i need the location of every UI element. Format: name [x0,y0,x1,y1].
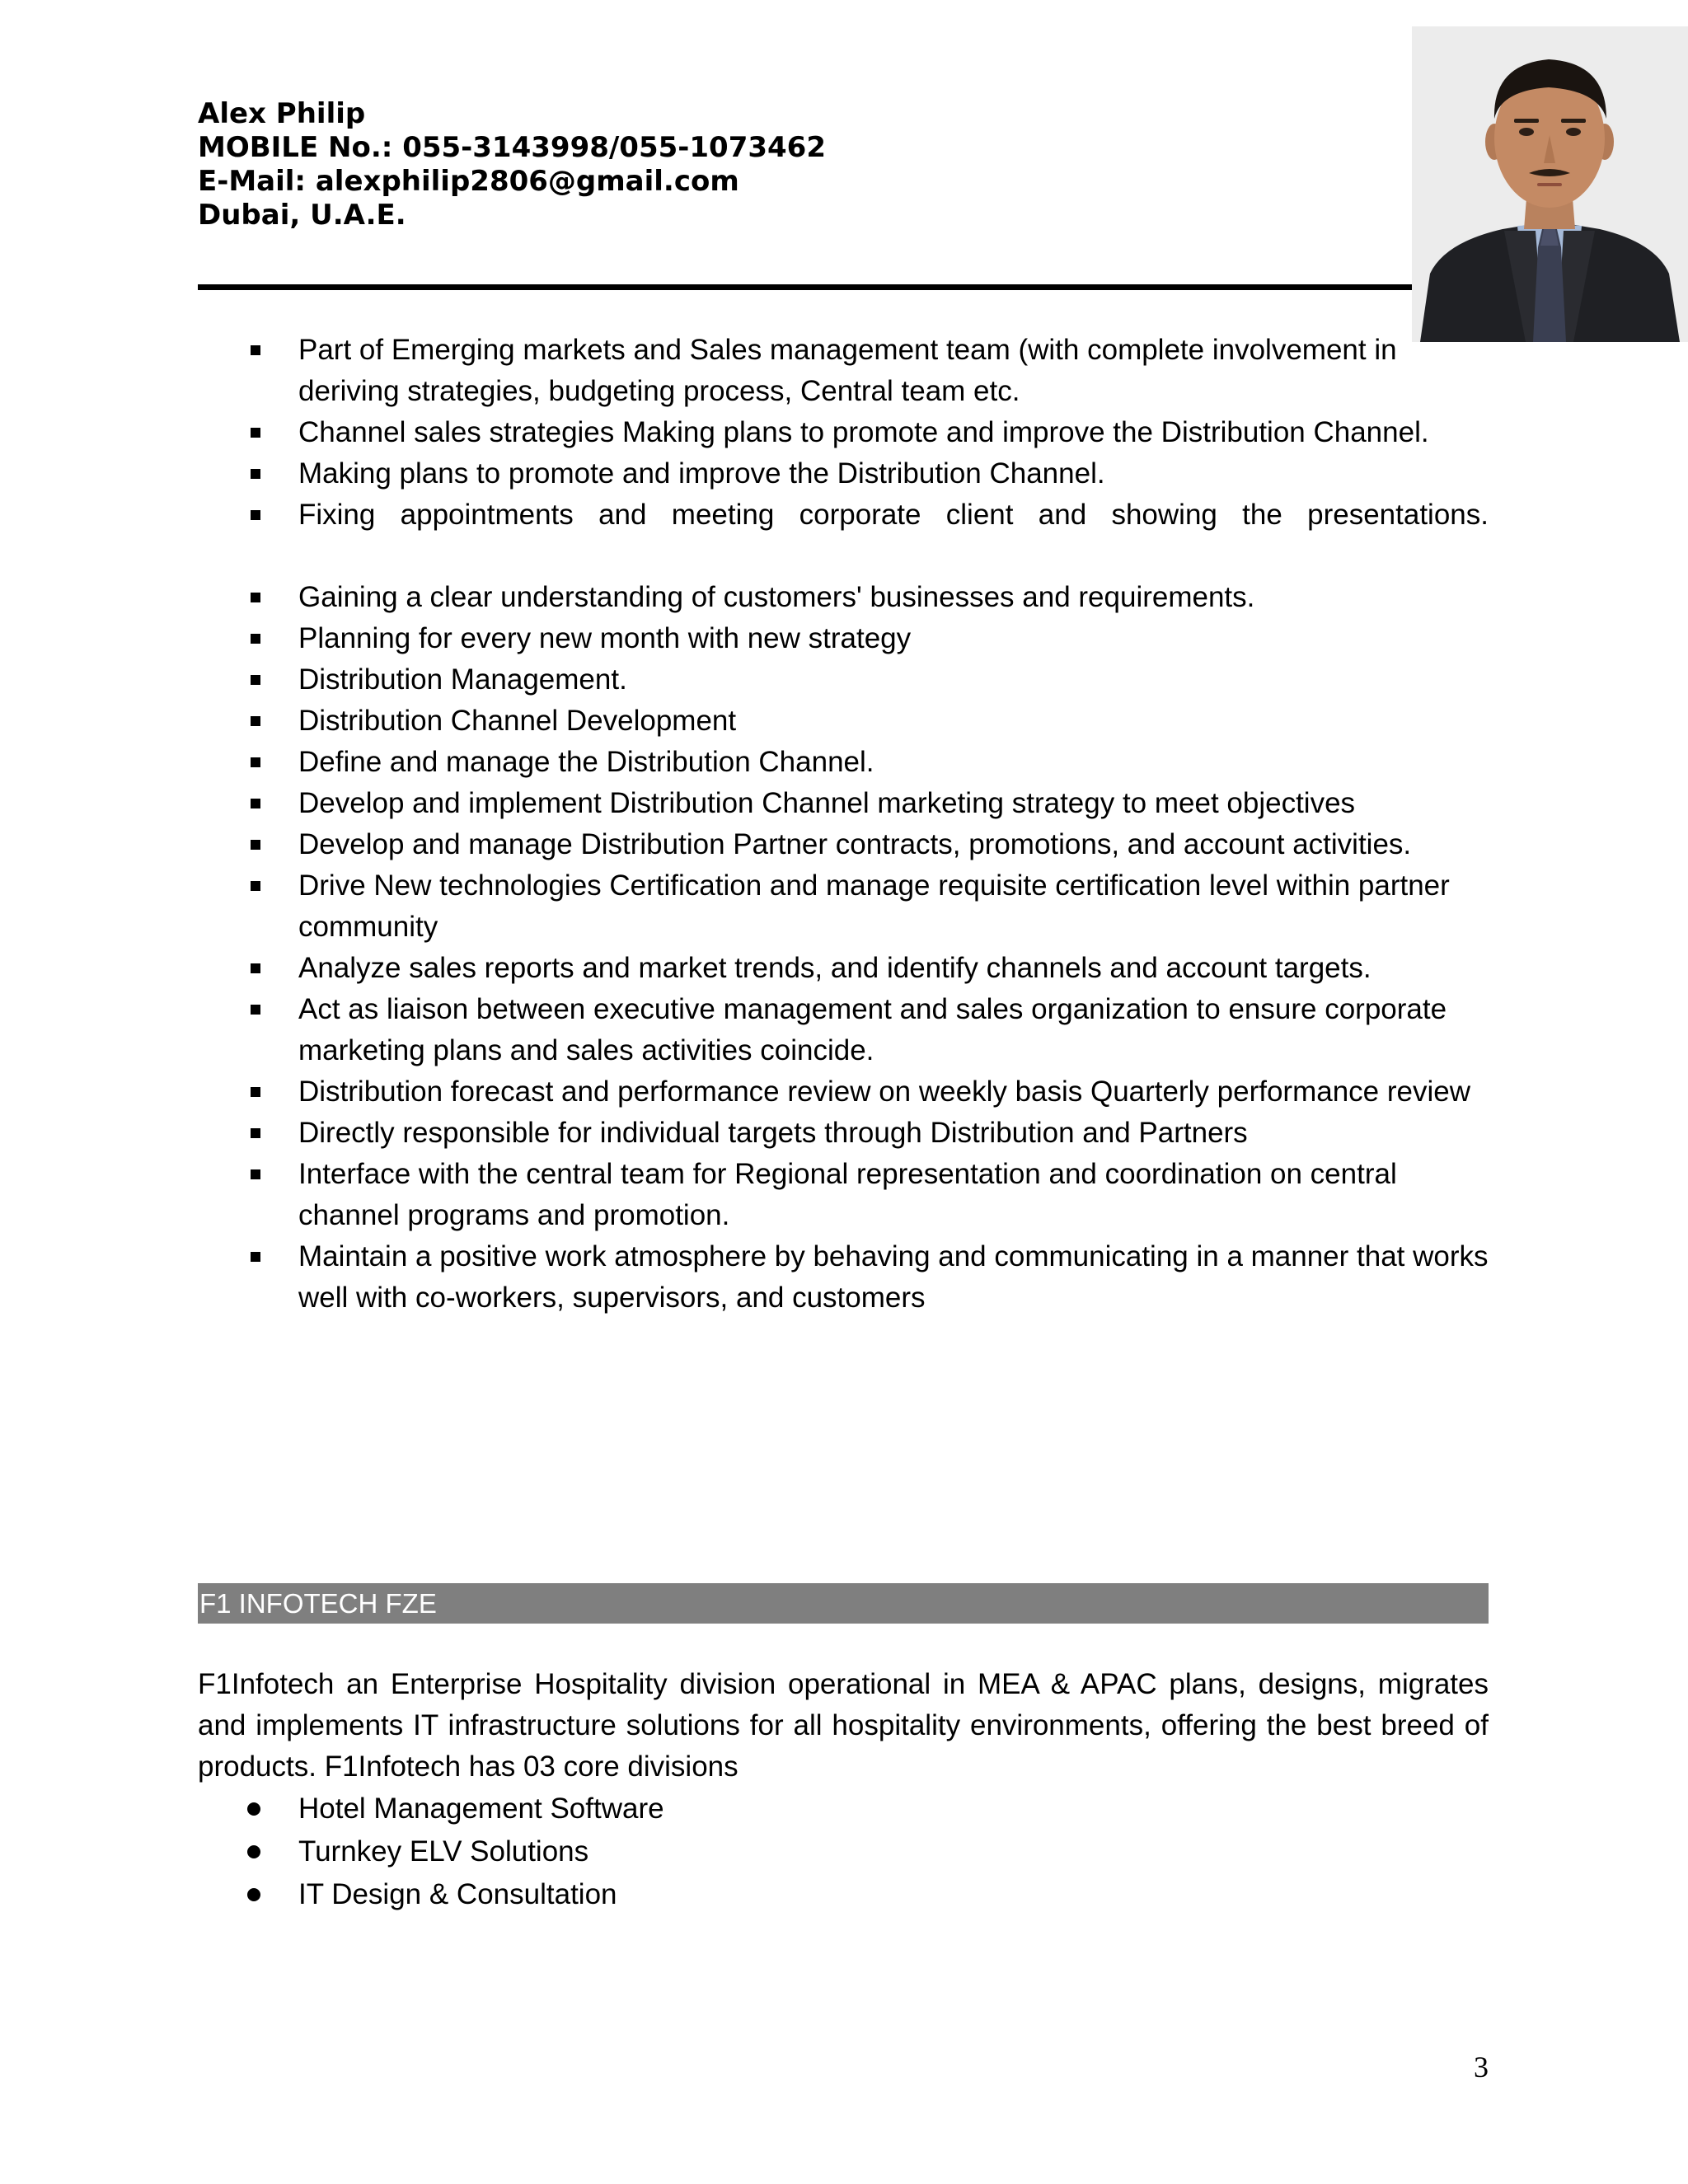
list-item: Interface with the central team for Regional representation and coordination on central channel programs and promotion. [198,1154,1489,1236]
list-item: Making plans to promote and improve the Distribution Channel. [198,453,1489,494]
list-item: Drive New technologies Certification and manage requisite certification level within partner community [198,865,1489,948]
list-item: Planning for every new month with new strategy [198,618,1489,659]
list-item: Develop and implement Distribution Channel marketing strategy to meet objectives [198,783,1489,824]
list-item: Hotel Management Software [198,1788,1489,1830]
square-bullet-icon [251,963,260,973]
square-bullet-icon [251,757,260,767]
square-bullet-icon [251,345,260,355]
list-item: Distribution Management. [198,659,1489,701]
square-bullet-icon [251,1087,260,1097]
square-bullet-icon [251,634,260,644]
square-bullet-icon [251,840,260,850]
square-bullet-icon [251,1252,260,1262]
responsibilities-list [198,330,1489,1319]
list-item: Act as liaison between executive management and sales organization to ensure corporate marketing plans and sales activities coincide. [198,989,1489,1071]
email-address: E-Mail: alexphilip2806@gmail.com [198,165,739,198]
round-bullet-icon [247,1802,260,1816]
list-item: Distribution Channel Development [198,701,1489,742]
mobile-number: MOBILE No.: 055-3143998/055-1073462 [198,131,826,164]
list-item: Part of Emerging markets and Sales management team (with complete involvement in deriving strategies, budgeting process, Central team etc. [198,330,1489,412]
square-bullet-icon [251,593,260,602]
page-number: 3 [1474,2050,1489,2083]
square-bullet-icon [251,1005,260,1015]
round-bullet-icon [247,1888,260,1901]
company-description: F1Infotech an Enterprise Hospitality division operational in MEA & APAC plans, designs, migrates and implements IT infrastructure solutions for all hospitality environments, offering the best breed of products. F1Infotech has 03 core divisions [198,1668,1489,1783]
square-bullet-icon [251,675,260,685]
square-bullet-icon [251,1169,260,1179]
list-item: Analyze sales reports and market trends, and identify channels and account targets. [198,948,1489,989]
list-item: Distribution forecast and performance review on weekly basis Quarterly performance review [198,1071,1489,1113]
square-bullet-icon [251,799,260,808]
company-divisions-list [198,1788,1489,1916]
list-item: Fixing appointments and meeting corporate client and showing the presentations. [198,494,1489,536]
company-section-heading [198,1583,1489,1624]
list-item: Directly responsible for individual targets through Distribution and Partners [198,1113,1489,1154]
company-title: F1 INFOTECH FZE [199,1588,437,1619]
list-item: Maintain a positive work atmosphere by behaving and communicating in a manner that works well with co-workers, supervisors, and customers [198,1236,1489,1319]
candidate-name: Alex Philip [198,97,366,130]
list-item: IT Design & Consultation [198,1873,1489,1916]
square-bullet-icon [251,428,260,438]
profile-photo [1412,26,1688,342]
location: Dubai, U.A.E. [198,199,406,232]
resume-header [198,97,826,232]
list-item: Turnkey ELV Solutions [198,1830,1489,1873]
square-bullet-icon [251,469,260,479]
square-bullet-icon [251,1128,260,1138]
round-bullet-icon [247,1845,260,1858]
list-item: Define and manage the Distribution Channel. [198,742,1489,783]
list-item: Develop and manage Distribution Partner contracts, promotions, and account activities. [198,824,1489,865]
square-bullet-icon [251,510,260,520]
square-bullet-icon [251,881,260,891]
list-item: Channel sales strategies Making plans to promote and improve the Distribution Channel. [198,412,1489,453]
list-item: Gaining a clear understanding of customers' businesses and requirements. [198,577,1489,618]
square-bullet-icon [251,716,260,726]
header-divider [198,284,1515,290]
